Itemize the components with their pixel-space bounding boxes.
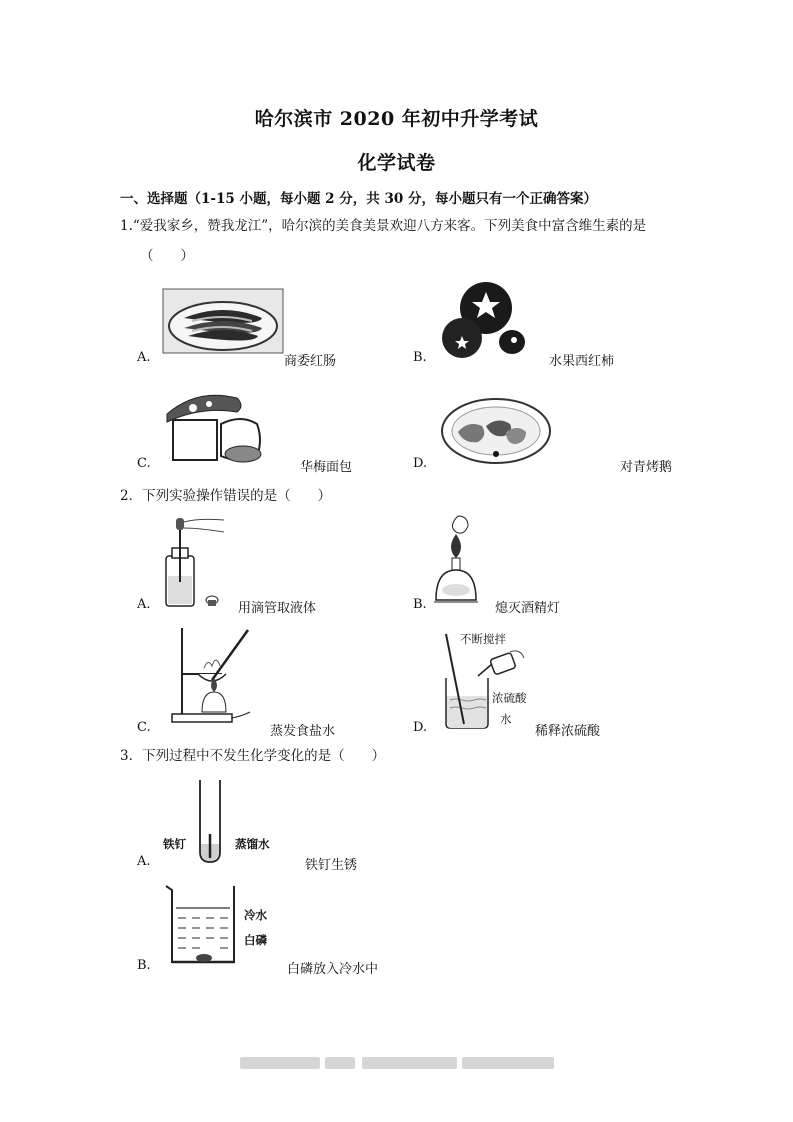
section-heading: 一、选择题（1-15 小题，每小题 2 分，共 30 分，每小题只有一个正确答案） [120,191,597,207]
question-3-stem: 3．下列过程中不发生化学变化的是（ ） [120,748,386,764]
question-1-answer-blank: （ ） [140,248,194,264]
option-1c-caption: 华梅面包 [300,460,353,475]
label-concentrated-sulfuric-acid: 浓硫酸 [492,691,527,705]
evaporation-apparatus-image [168,624,254,728]
label-stir-continuously: 不断搅拌 [460,632,506,646]
option-3a-caption: 铁钉生锈 [305,858,358,873]
option-2d-letter: D. [413,720,428,735]
label-cold-water: 冷水 [244,908,267,922]
dropper-bottle-image [160,516,230,610]
alcohol-lamp-image [430,512,480,610]
question-1-stem: 1.“爱我家乡，赞我龙江”，哈尔滨的美食美景欢迎八方来客。下列美食中富含维生素的是 [120,218,647,234]
option-2b-letter: B. [413,597,427,612]
option-2a-letter: A. [137,597,151,612]
label-distilled-water: 蒸馏水 [235,837,270,851]
question-2-stem: 2．下列实验操作错误的是（ ） [120,488,332,504]
option-3b-letter: B. [137,958,151,973]
option-1c-letter: C. [137,456,151,471]
tomato-image [438,282,528,362]
label-water: 水 [500,712,512,726]
option-2c-caption: 蒸发食盐水 [270,724,336,739]
beaker-phosphorus-image [162,884,242,968]
option-3a-letter: A. [137,854,151,869]
option-1d-letter: D. [413,456,428,471]
roast-goose-image [440,396,552,466]
option-1d-caption: 对青烤鹅 [620,460,673,475]
option-2d-caption: 稀释浓硫酸 [535,724,601,739]
option-1a-caption: 商委红肠 [284,354,337,369]
label-white-phosphorus: 白磷 [244,933,267,947]
label-iron-nail: 铁钉 [163,837,186,851]
test-tube-nail-image [196,778,226,864]
option-2a-caption: 用滴管取液体 [238,601,317,616]
page-title: 哈尔滨市 2020 年初中升学考试 [254,108,539,130]
option-2b-caption: 熄灭酒精灯 [495,601,561,616]
option-1b-caption: 水果西红柿 [549,354,615,369]
option-3b-caption: 白磷放入冷水中 [287,962,379,977]
page-subtitle: 化学试卷 [357,152,436,174]
option-1a-letter: A. [137,350,151,365]
option-2c-letter: C. [137,720,151,735]
sausage-plate-image [162,288,284,354]
option-1b-letter: B. [413,350,427,365]
bread-image [163,390,273,468]
